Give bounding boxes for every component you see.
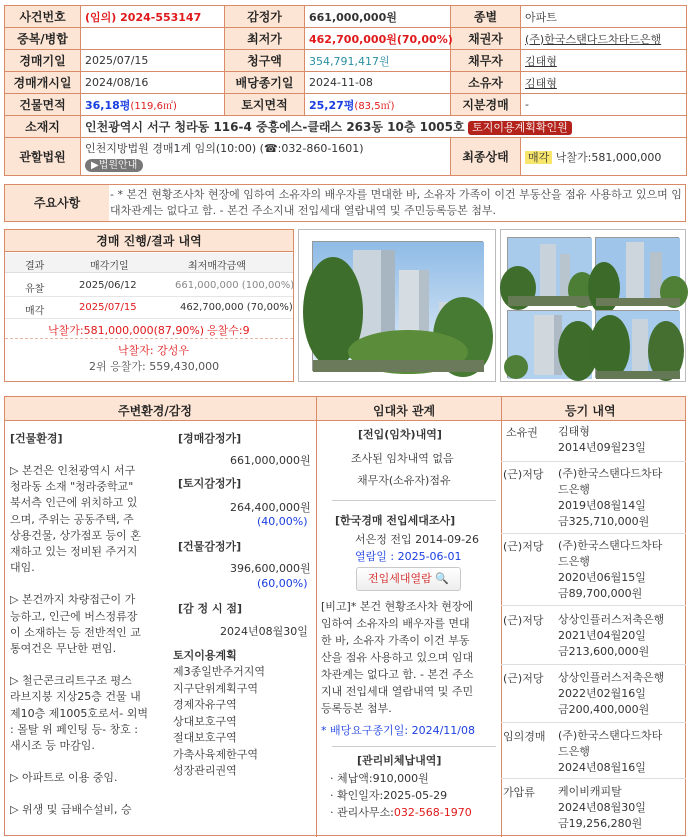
apartment-photo-image xyxy=(313,242,484,372)
move-in-view-button[interactable] xyxy=(356,567,461,591)
dividend-label: 배당종기일 xyxy=(225,72,305,94)
progress-header-result: 결과 xyxy=(25,261,45,272)
env-para: ▷ 본건까지 차량접근이 가 능하고, 인근에 버스정류장 이 소재하는 등 전반적인 교 통여건은 무난한 편임. xyxy=(10,593,141,656)
debtor-link[interactable]: 김태형 xyxy=(521,50,687,72)
appraisal-date: 2024년08월30일 xyxy=(220,625,308,638)
progress-row2-result: 매각 xyxy=(25,306,45,317)
building-area-pyeong: 36,18평 xyxy=(85,98,131,112)
final-status-cell xyxy=(521,138,687,176)
dividend-value: 2024-11-08 xyxy=(305,72,451,94)
main-photo-frame xyxy=(298,229,496,382)
env-title: 주변환경/감정 xyxy=(118,404,192,418)
type-label: 종별 xyxy=(451,6,521,28)
land-plan-button[interactable]: 토지이용계획확인원 xyxy=(468,121,572,135)
creditor-link[interactable]: (주)한국스탠다드차타드은행 xyxy=(521,28,687,50)
column-divider-2 xyxy=(501,397,502,837)
progress-header-date: 매각기일 xyxy=(90,261,129,272)
land-plan-heading: 토지이용계획 xyxy=(173,649,237,662)
min-price-label: 최저가 xyxy=(225,28,305,50)
land-plan-item: 가축사육제한구역 xyxy=(173,747,259,761)
fee-check-date: · 확인일자:2025-05-29 xyxy=(330,789,448,802)
bldg-appraisal-pct: (60,00%) xyxy=(257,577,308,590)
thumbnail-2-image xyxy=(596,238,680,306)
building-env-text xyxy=(10,463,170,819)
building-area-cell xyxy=(81,94,225,116)
main-photo[interactable] xyxy=(312,241,483,371)
office-line xyxy=(330,804,472,820)
dup-value xyxy=(81,28,225,50)
creditor-label: 채권자 xyxy=(451,28,521,50)
progress-row2-price: 462,700,000 (70,00%) xyxy=(180,302,293,313)
progress-row-divider xyxy=(5,318,293,319)
magnifier-icon: 🔍 xyxy=(435,572,449,585)
case-no-label: 사건번호 xyxy=(5,6,81,28)
move-in-view-label: 전입세대열람 xyxy=(368,572,432,585)
progress-box xyxy=(4,229,294,382)
lease-sub-heading: [전입(임차)내역] xyxy=(358,428,442,441)
land-area-pyeong: 25,27평 xyxy=(309,98,355,112)
building-env-heading: [건물환경] xyxy=(10,432,63,445)
court-cell xyxy=(81,138,451,176)
registry-type: (근)저당 xyxy=(503,614,544,627)
notes-box xyxy=(4,184,686,222)
share-label: 지분경매 xyxy=(451,94,521,116)
move-in-record: 서은정 전입 2014-09-26 xyxy=(355,533,480,546)
claim-label: 청구액 xyxy=(225,50,305,72)
land-plan-item: 절대보호구역 xyxy=(173,731,237,744)
land-area-label: 토지면적 xyxy=(225,94,305,116)
lease-occupant: 채무자(소유자)점유 xyxy=(357,474,451,487)
building-area-label: 건물면적 xyxy=(5,94,81,116)
final-status-tag: 매각 xyxy=(525,151,552,164)
case-info-table xyxy=(4,5,687,176)
lease-title: 임대차 관계 xyxy=(373,404,436,418)
court-value: 인천지방법원 경매1계 임의(10:00) (☎:032-860-1601) xyxy=(85,141,364,155)
thumbnail-3[interactable] xyxy=(507,310,591,378)
land-plan-item: 제3종일반주거지역 xyxy=(173,665,266,678)
progress-header-price: 최저매각금액 xyxy=(188,261,246,272)
land-plan-item: 지구단위계획구역 xyxy=(173,681,259,695)
office-phone: 032-568-1970 xyxy=(393,806,472,819)
dup-label: 중복/병합 xyxy=(5,28,81,50)
progress-title: 경매 진행/결과 내역 xyxy=(5,230,293,252)
registry-type: 소유권 xyxy=(506,426,538,439)
thumbnail-3-image xyxy=(508,311,592,379)
lease-remark: [비고]* 본건 현황조사차 현장에 임하여 소유자의 배우자를 면대 한 바, 소유자 가족이 이건 부동 산을 점유 사용하고 있으며 임대 차관계는 없다고 함. - 본건 주소 지내 전입세대 열람내역 및 주민 등록등본 첨부. xyxy=(321,600,474,715)
progress-row1-result: 유찰 xyxy=(25,284,45,295)
progress-row-divider xyxy=(5,296,293,297)
lease-divider xyxy=(332,746,496,747)
land-area-m2: (83,5㎡) xyxy=(354,100,395,112)
registry-type: 임의경매 xyxy=(503,730,546,743)
appraisal-value: 661,000,000원 xyxy=(305,6,451,28)
progress-header-row xyxy=(5,253,293,273)
env-para: ▷ 위생 및 급배수설비, 승 xyxy=(10,803,132,817)
court-label: 관할법원 xyxy=(5,138,81,176)
owner-label: 소유자 xyxy=(451,72,521,94)
thumbnail-1[interactable] xyxy=(507,237,591,305)
thumbnail-1-image xyxy=(508,238,592,306)
auction-date-label: 경매기일 xyxy=(5,50,81,72)
bldg-appraisal-amount: 396,600,000원 xyxy=(230,562,311,575)
address-cell xyxy=(81,116,687,138)
registry-type: 가압류 xyxy=(503,786,535,799)
bidder-count: 응찰수:9 xyxy=(207,324,250,337)
share-value: - xyxy=(521,94,687,116)
fee-arrears: · 체납액:910,000원 xyxy=(330,772,429,785)
start-date-value: 2024/08/16 xyxy=(81,72,225,94)
land-appraisal-pct: (40,00%) xyxy=(257,515,308,528)
bldg-appraisal-heading: [건물감정가] xyxy=(178,540,242,553)
land-plan-list xyxy=(173,664,265,780)
land-plan-item: 성장관리권역 xyxy=(173,764,237,777)
registry-type: (근)저당 xyxy=(503,672,544,685)
thumbnail-4-image xyxy=(596,311,680,379)
notes-text: - * 본건 현황조사차 현장에 임하여 소유자의 배우자를 면대한 바, 소유자 가족이 이건 부동산을 점유 사용하고 있으며 임대차관계는 없다고 함. - 본건 주소지내 전입세대 열람내역 및 주민등록등본 첨부. xyxy=(110,188,682,217)
thumbnail-frame xyxy=(500,229,686,382)
land-plan-item: 상대보호구역 xyxy=(173,714,237,728)
survey-heading: [한국경매 전입세대조사] xyxy=(335,514,456,527)
auction-date-value: 2025/07/15 xyxy=(81,50,225,72)
sale-price-line: 낙찰가:581,000,000(87,90%) xyxy=(48,324,205,337)
land-appraisal-amount: 264,400,000원 xyxy=(230,501,311,514)
type-value: 아파트 xyxy=(521,6,687,28)
building-area-m2: (119,6㎡) xyxy=(130,100,177,112)
column-divider-1 xyxy=(316,397,317,837)
owner-link[interactable]: 김태형 xyxy=(521,72,687,94)
fee-heading: [관리비체납내역] xyxy=(357,754,442,767)
lease-none: 조사된 임차내역 없음 xyxy=(351,452,454,465)
progress-row1-price: 661,000,000 (100,00%) xyxy=(175,280,295,291)
start-date-label: 경매개시일 xyxy=(5,72,81,94)
appraisal-date-heading: [감 정 시 점] xyxy=(178,602,243,615)
env-para: ▷ 아파트로 이용 중임. xyxy=(10,771,118,785)
progress-divider xyxy=(5,338,293,339)
office-label: · 관리사무소: xyxy=(330,806,394,819)
thumbnail-4[interactable] xyxy=(595,310,679,378)
land-appraisal-heading: [토지감정가] xyxy=(178,477,242,490)
winner-name: 낙찰자: 강성우 xyxy=(118,344,189,357)
env-para: ▷ 본건은 인천광역시 서구 청라동 소재 "청라중학교" 북서측 인근에 위치하고 있 으며, 주위는 공동주택, 주 상용건물, 상가점포 등이 혼 재하고 있는 정비된 주거지 대임. xyxy=(10,464,141,575)
claim-value: 354,791,417원 xyxy=(305,50,451,72)
land-plan-item: 경제자유구역 xyxy=(173,698,237,711)
court-guide-button[interactable]: ▶법원안내 xyxy=(85,159,143,172)
final-status-label: 최종상태 xyxy=(451,138,521,176)
debtor-label: 채무자 xyxy=(451,50,521,72)
final-status-value: 낙찰가:581,000,000 xyxy=(555,150,662,164)
progress-row2-date: 2025/07/15 xyxy=(79,302,137,313)
registry-title: 등기 내역 xyxy=(565,404,616,418)
address-value: 인천광역시 서구 청라동 116-4 중흥에스-클래스 263동 10층 1005호 xyxy=(85,120,465,134)
lease-divider xyxy=(332,500,496,501)
land-area-cell xyxy=(305,94,451,116)
view-date: 열람일 : 2025-06-01 xyxy=(355,550,462,563)
registry-type: (근)저당 xyxy=(503,540,544,553)
appraisal-heading: [경매감정가] xyxy=(178,432,242,445)
appraisal-amount: 661,000,000원 xyxy=(230,454,311,467)
case-no: (임의) 2024-553147 xyxy=(81,6,225,28)
thumbnail-2[interactable] xyxy=(595,237,679,305)
progress-row1-date: 2025/06/12 xyxy=(79,280,137,291)
appraisal-label: 감정가 xyxy=(225,6,305,28)
dividend-deadline: * 배당요구종기일: 2024/11/08 xyxy=(321,724,475,737)
min-price-value: 462,700,000원(70,00%) xyxy=(305,28,451,50)
env-para: ▷ 철근콘크리트구조 평스 라브지붕 지상25층 건물 내 제10층 제1005호로서- 외벽 : 몰탈 위 페인팅 등- 창호 : 새시조 등 마감임. xyxy=(10,674,148,753)
second-bid: 2위 응찰가: 559,430,000 xyxy=(89,360,220,373)
notes-label: 주요사항 xyxy=(5,185,109,221)
address-label: 소재지 xyxy=(5,116,81,138)
registry-type: (근)저당 xyxy=(503,468,544,481)
